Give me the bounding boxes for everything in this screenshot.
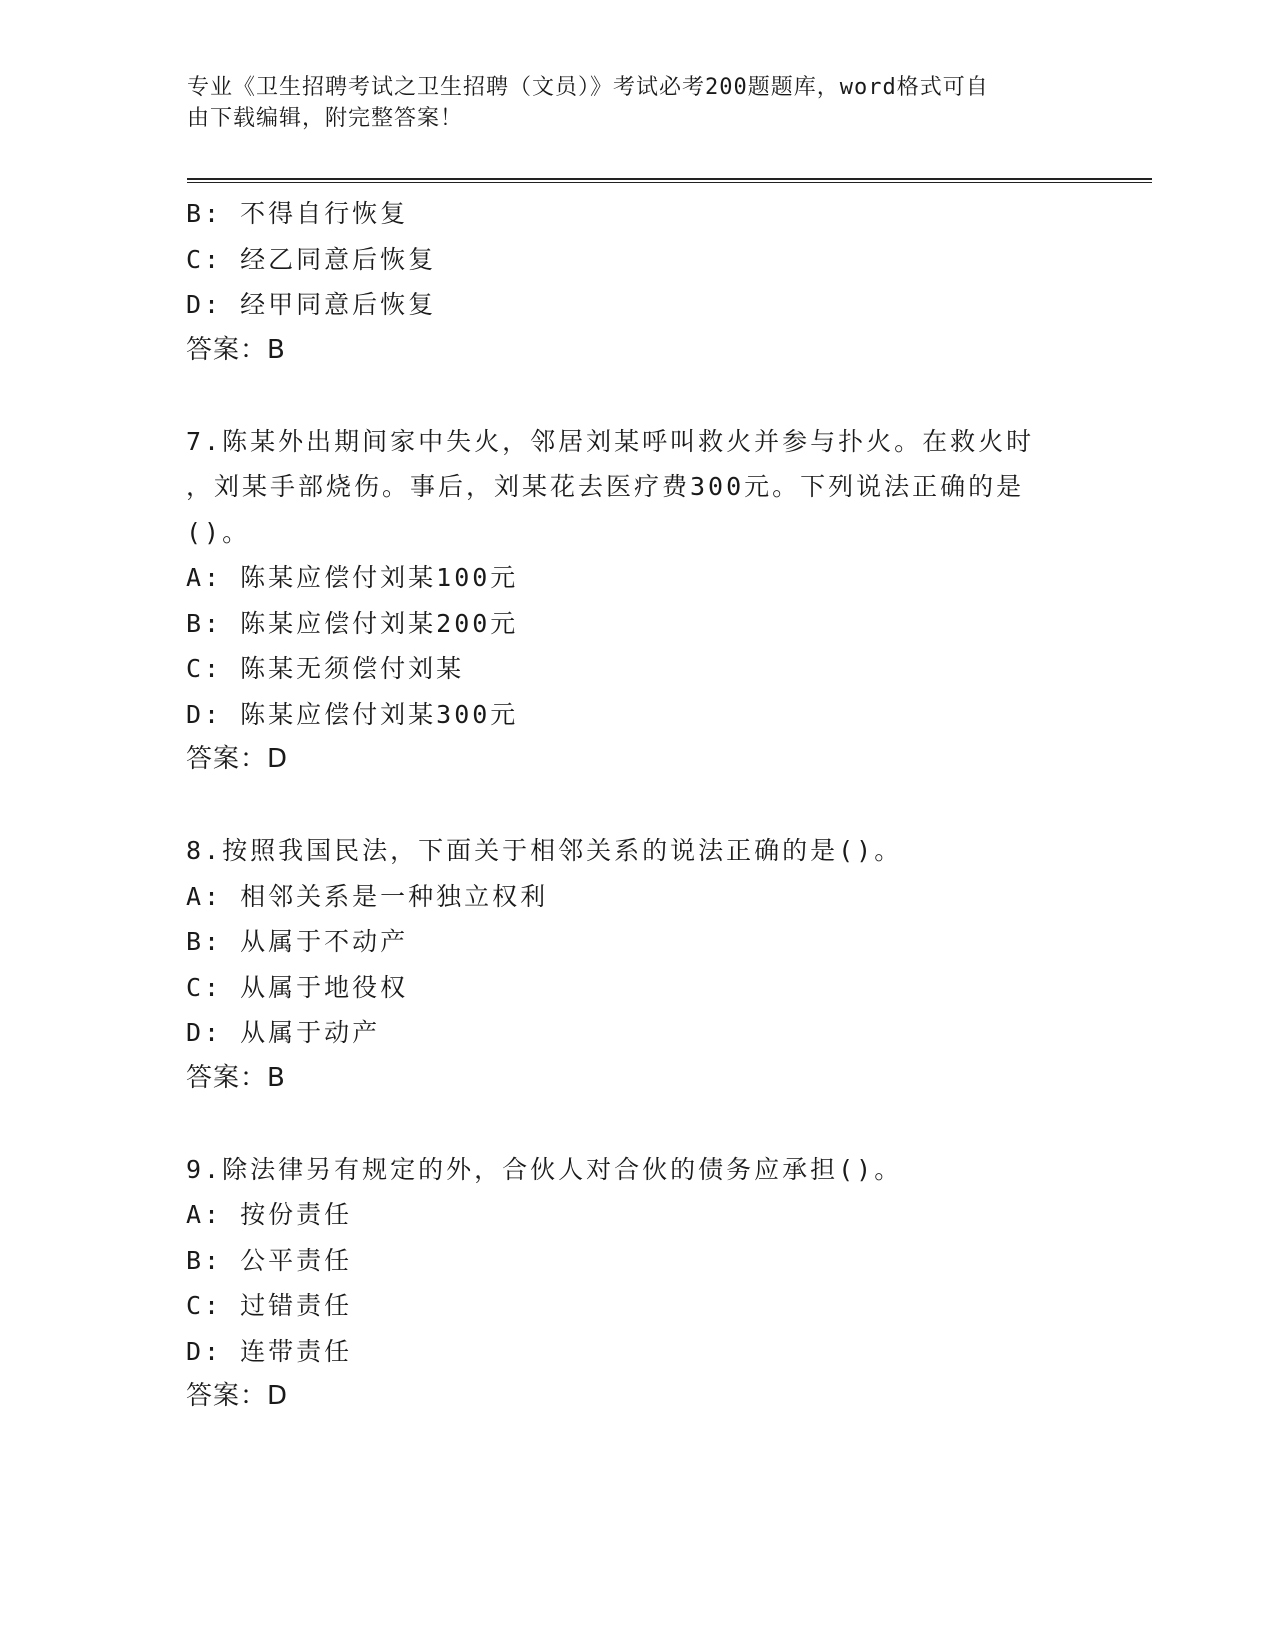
option-c: C: 从属于地役权 [186, 972, 409, 1002]
question-stem: ，刘某手部烧伤。事后，刘某花去医疗费300元。下列说法正确的是 [186, 472, 1025, 501]
answer-text: 答案：B [186, 1062, 286, 1093]
option-b: B: 不得自行恢复 [186, 199, 409, 228]
option-b: B: 陈某应偿付刘某200元 [186, 608, 519, 638]
document-header [187, 72, 1067, 134]
answer-text: 答案：D [186, 744, 289, 774]
answer-text: 答案：D [186, 1381, 289, 1411]
option-b: B: 公平责任 [186, 1245, 353, 1275]
option-c: C: 过错责任 [186, 1291, 353, 1320]
question-7 [186, 419, 1086, 783]
option-a: A: 按份责任 [186, 1200, 353, 1229]
question-list [186, 191, 1086, 1420]
answer-text: 答案：B [186, 334, 286, 365]
spacer [186, 783, 1086, 829]
question-stem: 7.陈某外出期间家中失火，邻居刘某呼叫救火并参与扑火。在救火时 [186, 426, 1035, 456]
option-a: A: 相邻关系是一种独立权利 [186, 881, 549, 911]
question-stem: 8.按照我国民法，下面关于相邻关系的说法正确的是()。 [186, 836, 903, 865]
question-8 [186, 828, 1086, 1101]
question-stem: ()。 [186, 517, 251, 547]
option-b: B: 从属于不动产 [186, 927, 409, 956]
option-a: A: 陈某应偿付刘某100元 [186, 563, 519, 592]
header-line-2: 由下载编辑，附完整答案！ [187, 106, 464, 131]
header-divider [187, 178, 1152, 183]
question-6-tail [186, 191, 1086, 373]
question-9 [186, 1147, 1086, 1420]
option-c: C: 陈某无须偿付刘某 [186, 654, 465, 683]
option-d: D: 从属于动产 [186, 1018, 381, 1047]
option-c: C: 经乙同意后恢复 [186, 244, 437, 274]
option-d: D: 陈某应偿付刘某300元 [186, 699, 519, 729]
spacer [186, 373, 1086, 419]
option-d: D: 连带责任 [186, 1336, 353, 1366]
option-d: D: 经甲同意后恢复 [186, 290, 437, 319]
spacer [186, 1101, 1086, 1147]
header-line-1: 专业《卫生招聘考试之卫生招聘（文员）》考试必考200题题库，word格式可自 [187, 75, 989, 100]
question-stem: 9.除法律另有规定的外，合伙人对合伙的债务应承担()。 [186, 1154, 903, 1184]
